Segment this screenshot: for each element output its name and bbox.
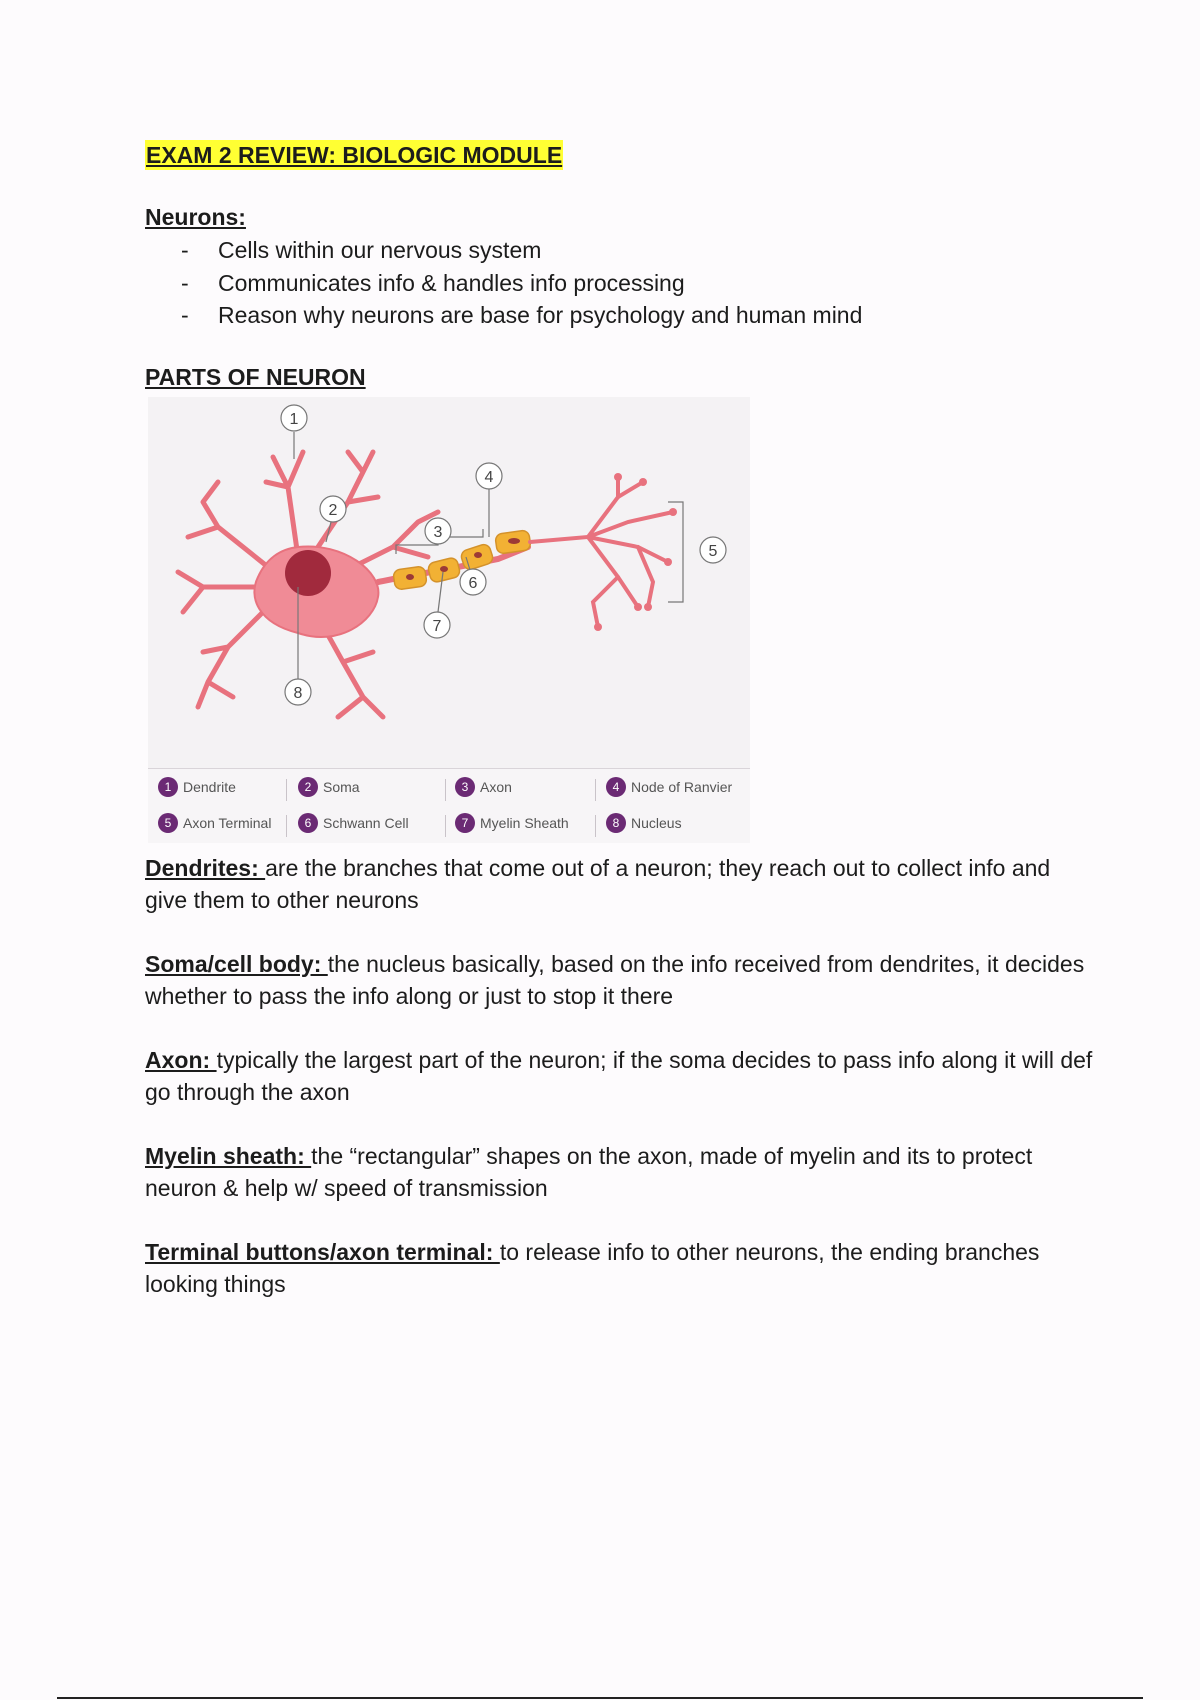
nucleus-shape [285,550,331,596]
legend-number-badge: 7 [455,813,475,833]
legend-number-badge: 1 [158,777,178,797]
definition-text: to release info to other neurons, the ending branches looking things [145,1238,1040,1297]
neuron-diagram [148,397,750,842]
list-item: - Cells within our nervous system [145,234,1095,267]
legend-label: Myelin Sheath [480,814,569,831]
callout-label: 7 [432,617,442,635]
legend-divider [286,779,287,801]
document-title: EXAM 2 REVIEW: BIOLOGIC MODULE [146,142,563,168]
legend-label: Nucleus [631,814,682,831]
callout-label: 5 [708,542,718,560]
legend-item [606,777,732,797]
neuron-illustration [148,397,750,768]
definition-text: are the branches that come out of a neuron; they reach out to collect info and give them to other neurons [145,854,1051,913]
definition-axon [145,1044,1095,1108]
legend-divider [445,779,446,801]
legend-label: Soma [323,778,360,795]
list-item: - Reason why neurons are base for psychology and human mind [145,299,1095,332]
legend-number-badge: 6 [298,813,318,833]
definition-term: Terminal buttons/axon terminal: [145,1238,500,1265]
terminal-buttons [594,473,677,631]
legend-number-badge: 2 [298,777,318,797]
legend-divider [595,779,596,801]
definition-text: the nucleus basically, based on the info received from dendrites, it decides whether to pass the info along or just to stop it there [145,950,1085,1009]
definition-text: the “rectangular” shapes on the axon, made of myelin and its to protect neuron & help w/ speed of transmission [145,1142,1033,1201]
bullet-dash: - [181,302,189,328]
neurons-bullet-list [145,234,1095,332]
callout-label: 6 [468,574,478,592]
legend-item [455,813,569,833]
legend-number-badge: 5 [158,813,178,833]
callout-label: 1 [289,410,299,428]
callout-label: 2 [328,501,338,519]
definition-text: typically the largest part of the neuron; if the soma decides to pass info along it will def go through the axon [145,1046,1093,1105]
definition-soma [145,948,1095,1012]
legend-divider [595,815,596,837]
axon-terminal-branches [530,477,673,627]
legend-label: Axon Terminal [183,814,272,831]
legend-item [455,777,512,797]
bullet-dash: - [181,237,189,263]
legend-number-badge: 4 [606,777,626,797]
definition-term: Soma/cell body: [145,950,328,977]
legend-label: Node of Ranvier [631,778,733,795]
definition-term: Axon: [145,1046,217,1073]
neurons-heading: Neurons: [145,204,246,230]
legend-item [298,777,360,797]
callout-label: 3 [433,523,443,541]
definition-axon-terminal [145,1236,1095,1300]
definition-myelin-sheath [145,1140,1095,1204]
diagram-legend [148,768,750,843]
definition-dendrites [145,852,1095,916]
legend-number-badge: 3 [455,777,475,797]
document-page [145,140,1095,1300]
legend-number-badge: 8 [606,813,626,833]
callout-label: 8 [293,684,303,702]
definition-term: Myelin sheath: [145,1142,312,1169]
legend-label: Schwann Cell [323,814,409,831]
legend-item [158,813,271,833]
parts-heading: PARTS OF NEURON [145,363,366,390]
list-item: - Communicates info & handles info processing [145,267,1095,300]
definition-term: Dendrites: [145,854,266,881]
legend-divider [286,815,287,837]
bullet-dash: - [181,269,189,296]
legend-label: Dendrite [183,778,236,795]
legend-item [606,813,682,833]
footer-divider [57,1697,1143,1699]
legend-item [298,813,409,833]
legend-item [158,777,236,797]
legend-divider [445,815,446,837]
callout-label: 4 [484,468,494,486]
legend-label: Axon [480,778,512,795]
